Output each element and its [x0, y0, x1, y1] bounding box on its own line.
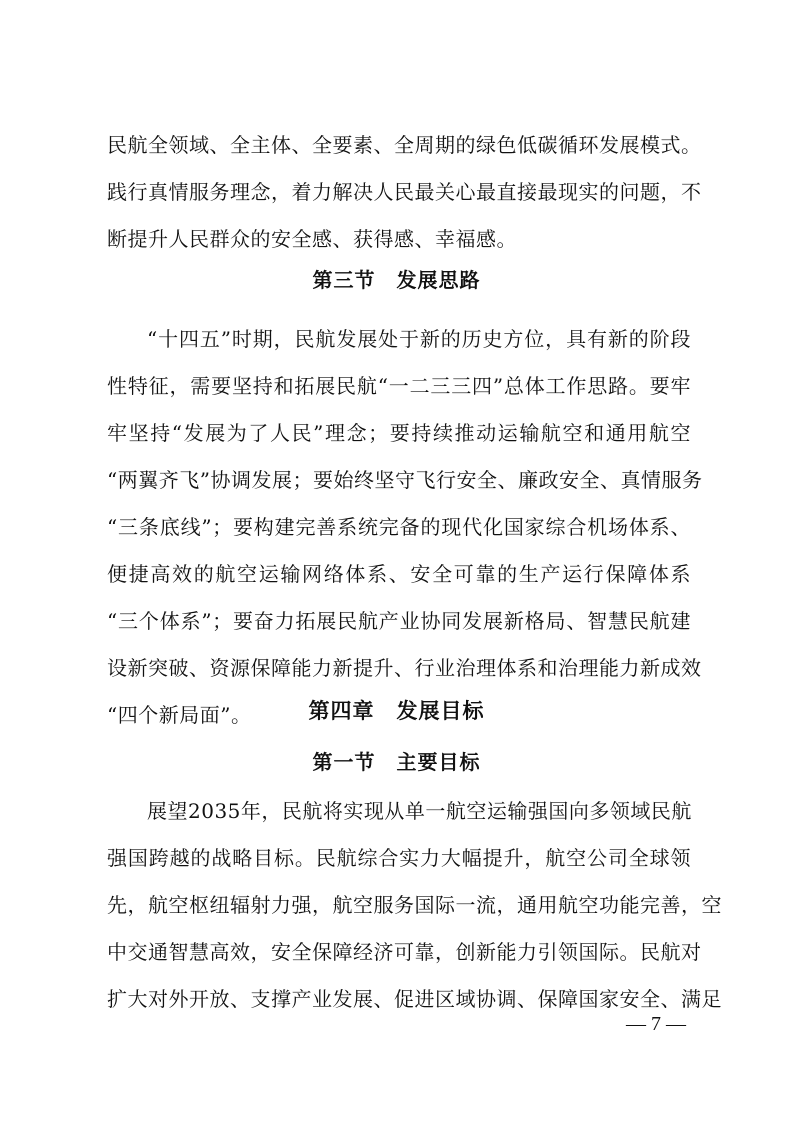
paragraph-line: “三条底线”；要构建完善系统完备的现代化国家综合机场体系、	[107, 515, 691, 539]
paragraph-line: 践行真情服务理念，着力解决人民最关心最直接最现实的问题，不	[107, 180, 702, 204]
paragraph-line: 牢坚持“发展为了人民”理念；要持续推动运输航空和通用航空	[107, 421, 691, 445]
paragraph-line: 设新突破、资源保障能力新提升、行业治理体系和治理能力新成效	[107, 656, 702, 680]
paragraph-line: 强国跨越的战略目标。民航综合实力大幅提升，航空公司全球领	[107, 846, 691, 870]
paragraph-line: 便捷高效的航空运输网络体系、安全可靠的生产运行保障体系	[107, 562, 691, 586]
section-heading: 第一节 主要目标	[312, 750, 481, 774]
paragraph-line: “十四五”时期，民航发展处于新的历史方位，具有新的阶段	[147, 327, 691, 351]
paragraph-line: “三个体系”；要奋力拓展民航产业协同发展新格局、智慧民航建	[107, 609, 691, 633]
paragraph-line: 性特征，需要坚持和拓展民航“一二三三四”总体工作思路。要牢	[107, 374, 691, 398]
paragraph-line: 扩大对外开放、支撑产业发展、促进区域协调、保障国家安全、满足	[107, 987, 722, 1011]
paragraph-line: 展望2035年，民航将实现从单一航空运输强国向多领域民航	[147, 799, 692, 823]
paragraph-line: 断提升人民群众的安全感、获得感、幸福感。	[107, 227, 517, 251]
paragraph-line: 先，航空枢纽辐射力强，航空服务国际一流，通用航空功能完善，空	[107, 893, 722, 917]
paragraph-line: “四个新局面”。	[107, 703, 252, 727]
section-heading: 第三节 发展思路	[312, 268, 481, 292]
paragraph-line: 民航全领域、全主体、全要素、全周期的绿色低碳循环发展模式。	[107, 133, 702, 157]
paragraph-line: 中交通智慧高效，安全保障经济可靠，创新能力引领国际。民航对	[107, 940, 702, 964]
chapter-heading: 第四章 发展目标	[308, 699, 485, 723]
paragraph-line: “两翼齐飞”协调发展；要始终坚守飞行安全、廉政安全、真情服务	[107, 468, 703, 492]
page-number: — 7 —	[626, 1013, 686, 1035]
